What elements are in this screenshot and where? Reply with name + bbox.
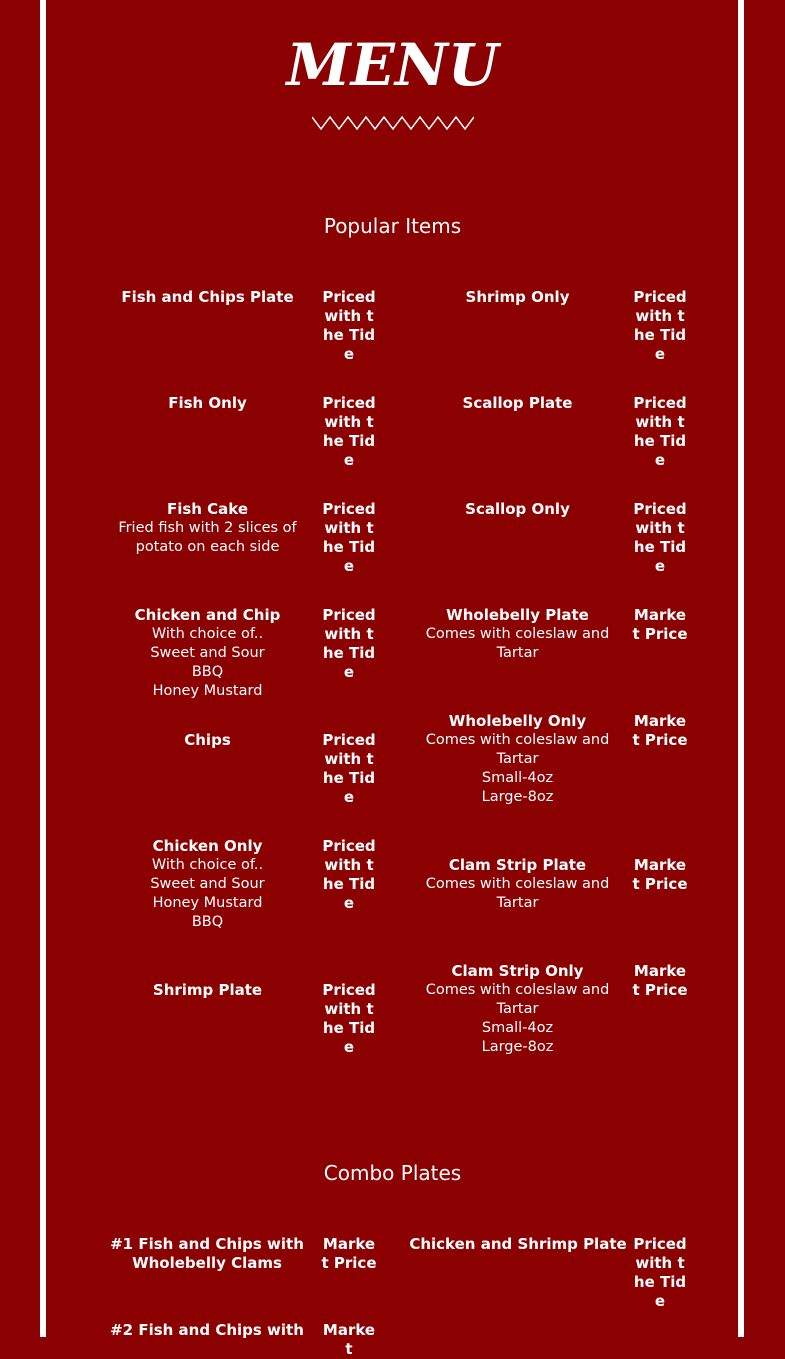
item-name: Shrimp Plate [152, 981, 263, 999]
item-price: Priced with the Tide [633, 500, 687, 575]
menu-item [115, 837, 300, 932]
menu-item [115, 606, 300, 701]
item-name: Clam Strip Only [451, 962, 584, 980]
item-name: Fish Cake [166, 500, 249, 518]
item-description: Comes with coleslaw and Tartar [425, 626, 610, 661]
menu-item [420, 856, 615, 913]
item-price: Priced with the Tide [322, 731, 376, 806]
item-description: Comes with coleslaw and Tartar Small-4oz Large-8oz [425, 732, 610, 805]
item-price: Market Price [632, 606, 688, 643]
menu-item [420, 394, 615, 413]
item-name: #2 Fish and Chips with [110, 1321, 304, 1339]
item-name: Chicken Only [152, 837, 263, 855]
menu-item [420, 712, 615, 807]
item-price: Priced with the Tide [322, 981, 376, 1056]
item-description: Comes with coleslaw and Tartar [425, 876, 610, 911]
item-price: Market Price [632, 712, 688, 749]
item-name: Chicken and Chip [134, 606, 281, 624]
item-price: Priced with the Tide [633, 394, 687, 469]
menu-item [115, 394, 300, 413]
item-price: Priced with the Tide [322, 606, 376, 681]
right-border-line [738, 0, 744, 1337]
zigzag-divider [312, 114, 474, 132]
item-name: Fish and Chips Plate [121, 288, 294, 306]
menu-item [104, 1235, 310, 1273]
item-name: Shrimp Only [465, 288, 570, 306]
item-name: Fish Only [168, 394, 247, 412]
item-price: Market Price [632, 962, 688, 999]
left-border-line [40, 0, 46, 1337]
item-name: Chips [184, 731, 231, 749]
menu-item [104, 1321, 310, 1340]
item-description: Fried fish with 2 slices of potato on each side [118, 520, 297, 555]
item-description: Comes with coleslaw and Tartar Small-4oz Large-8oz [425, 982, 610, 1055]
item-description: With choice of.. Sweet and Sour BBQ Honey Mustard [150, 626, 265, 699]
item-price: Priced with the Tide [633, 288, 687, 363]
item-price: Market Price [321, 1235, 377, 1272]
menu-title: MENU [286, 31, 499, 99]
menu-item [420, 606, 615, 663]
item-description: With choice of.. Sweet and Sour Honey Mustard BBQ [150, 857, 265, 930]
item-price: Market [322, 1321, 376, 1358]
item-price: Priced with the Tide [322, 394, 376, 469]
menu-item [420, 288, 615, 307]
item-name: Wholebelly Only [448, 712, 587, 730]
section-heading-popular: Popular Items [323, 214, 462, 238]
item-price: Priced with the Tide [322, 288, 376, 363]
menu-item [115, 981, 300, 1000]
item-name: Chicken and Shrimp Plate [409, 1235, 627, 1253]
item-name: Clam Strip Plate [448, 856, 587, 874]
item-price: Priced with the Tide [633, 1235, 687, 1310]
menu-item [115, 288, 300, 307]
item-name: Scallop Plate [462, 394, 573, 412]
section-heading-combo: Combo Plates [323, 1161, 462, 1185]
item-name: Scallop Only [465, 500, 570, 518]
item-price: Priced with the Tide [322, 837, 376, 912]
item-name: Wholebelly Plate [446, 606, 589, 624]
item-price: Priced with the Tide [322, 500, 376, 575]
menu-item [404, 1235, 632, 1254]
menu-item [420, 500, 615, 519]
menu-item [115, 731, 300, 750]
menu-item [115, 500, 300, 557]
item-name: #1 Fish and Chips with Wholebelly Clams [110, 1235, 304, 1272]
item-price: Market Price [632, 856, 688, 893]
menu-item [420, 962, 615, 1057]
